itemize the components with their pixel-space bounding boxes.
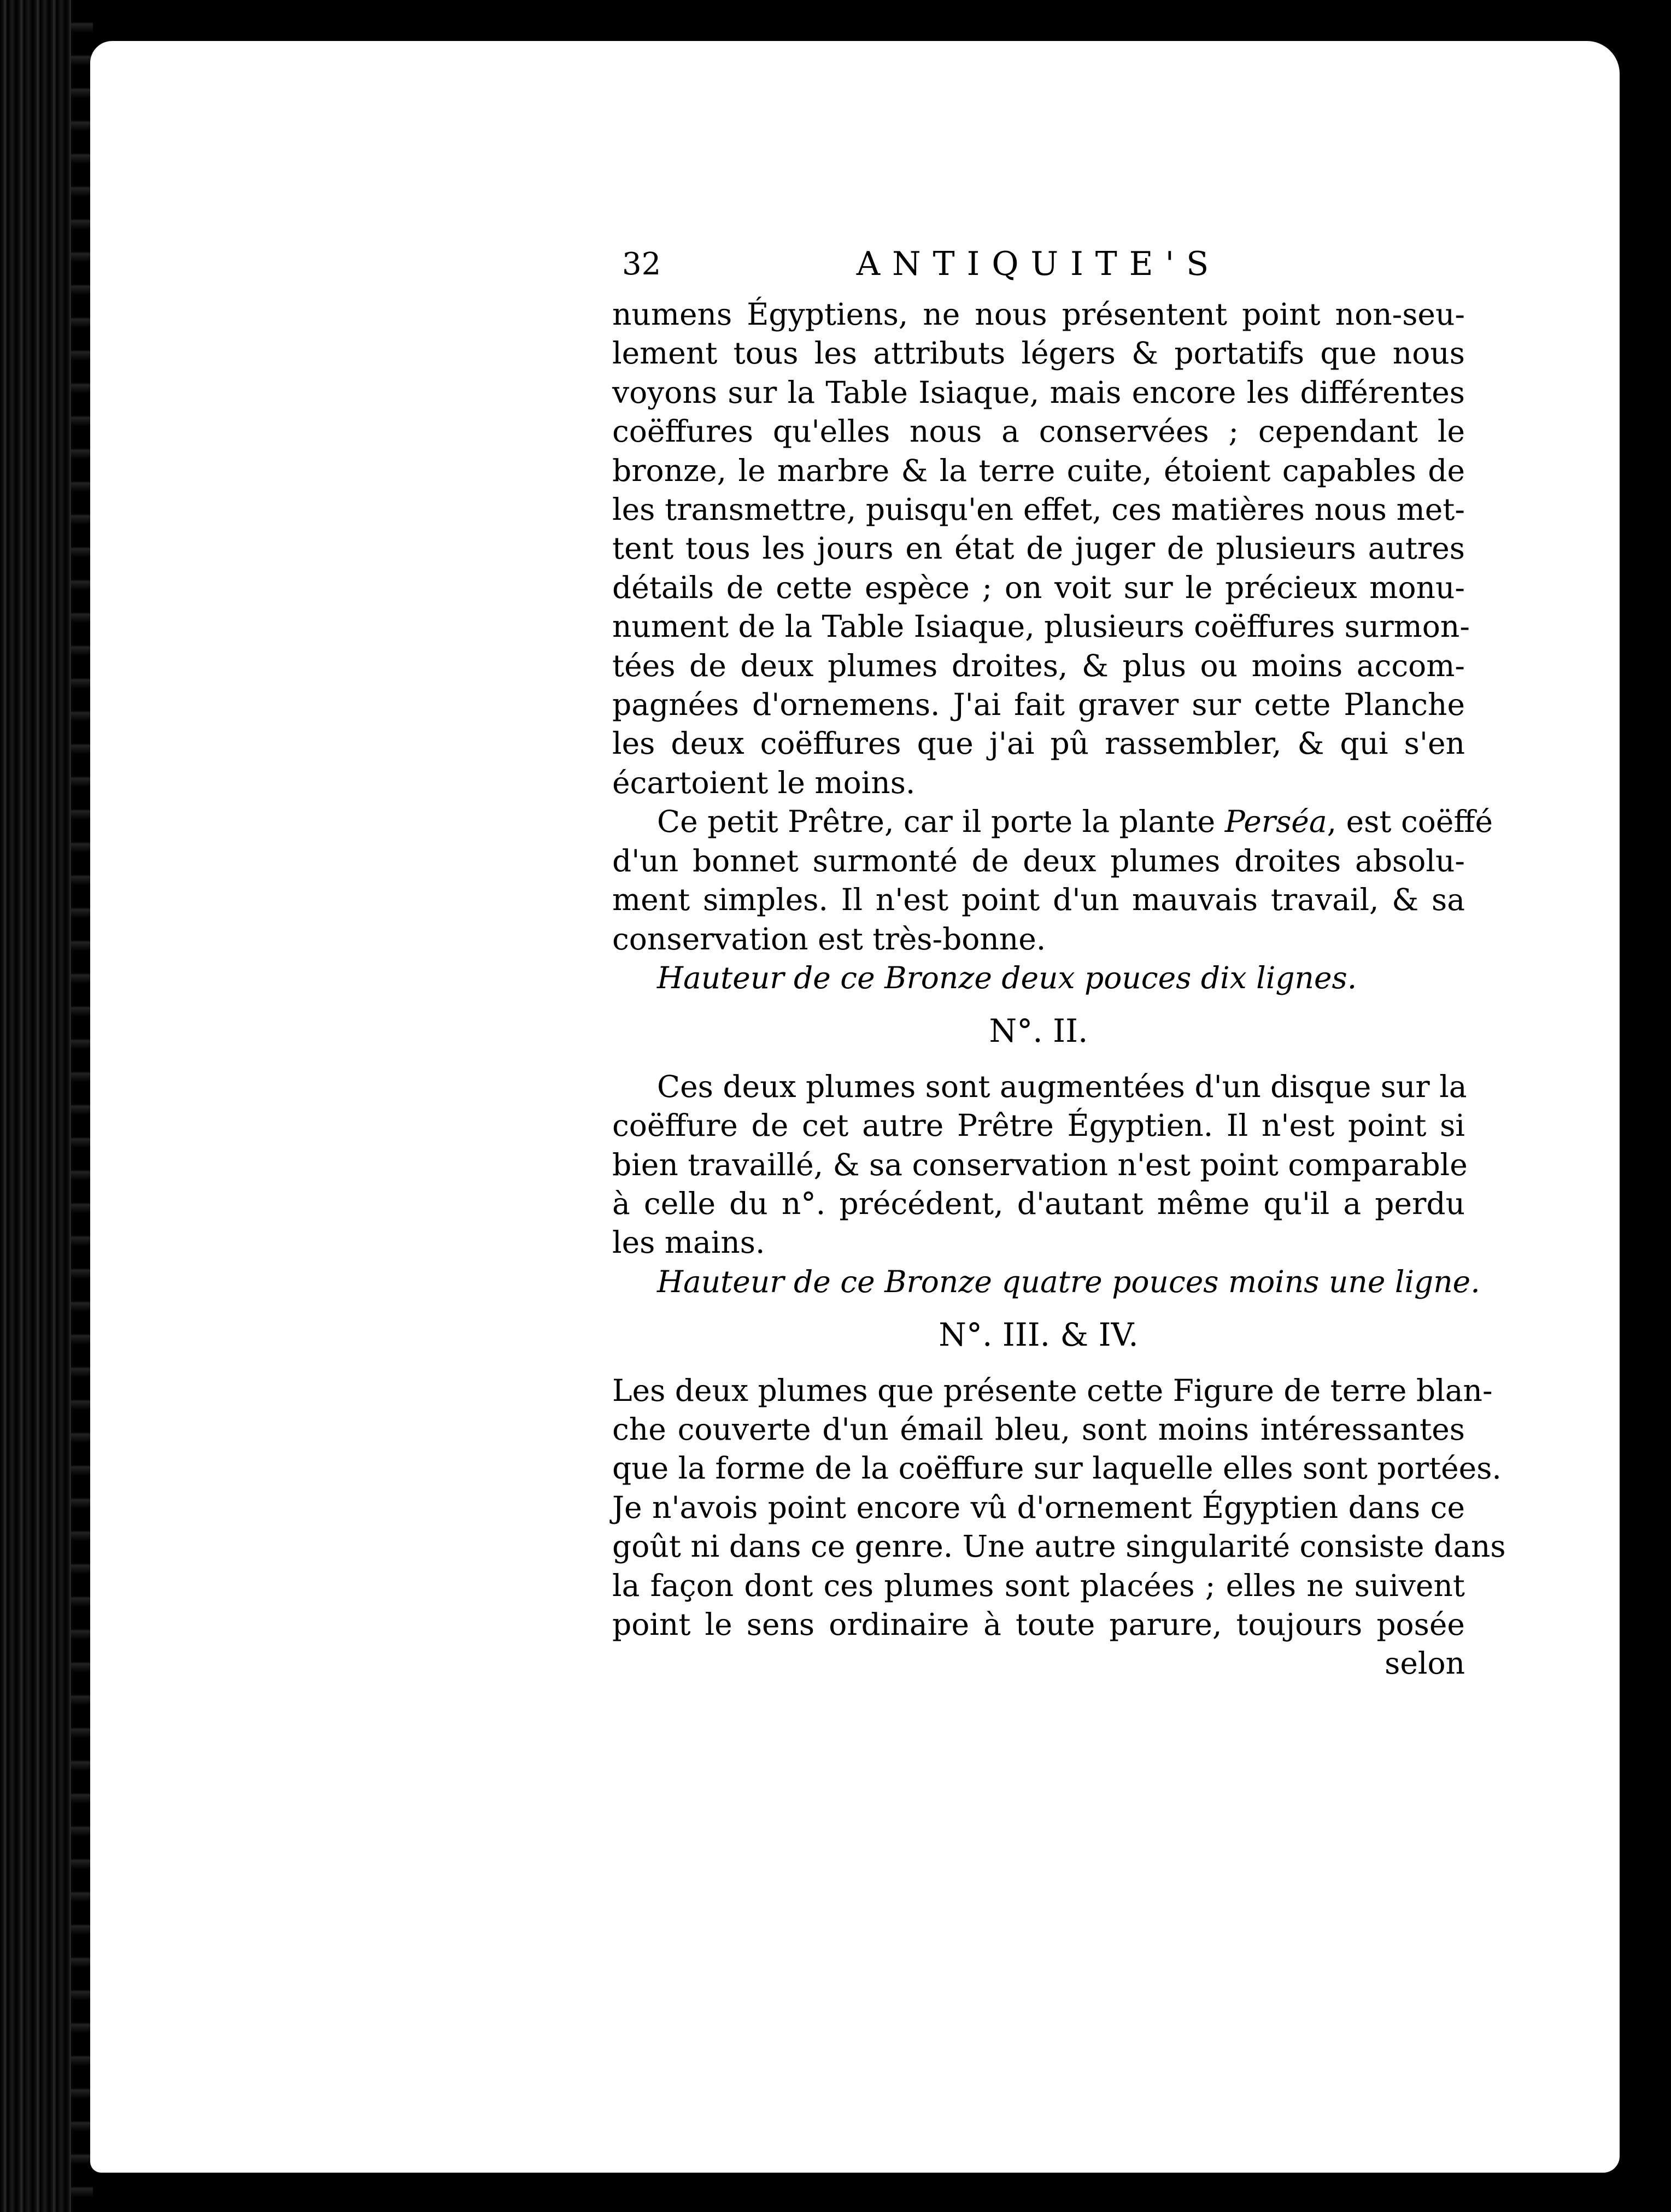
catchword: selon: [1385, 1646, 1465, 1681]
text-line: [612, 802, 1493, 841]
paragraph-3: [612, 1067, 1480, 1301]
measurement-note: Hauteur de ce Bronze quatre pouces moins une ligne.: [657, 1264, 1480, 1299]
paragraph-1: [612, 295, 1470, 802]
text-line: goût ni dans ce genre. Une autre singularité consiste dans: [612, 1529, 1506, 1564]
text-run: Ce petit Prêtre, car il porte la plante: [657, 804, 1225, 840]
text-line: écartoient le moins.: [612, 765, 916, 800]
running-title: ANTIQUITE'S: [856, 245, 1221, 283]
text-line: Ces deux plumes sont augmentées d'un disque sur la: [657, 1069, 1467, 1104]
text-line: la façon dont ces plumes sont placées ; elles ne suivent: [612, 1568, 1465, 1603]
text-line: pagnées d'ornemens. J'ai fait graver sur cette Planche: [612, 687, 1465, 723]
text-line: les transmettre, puisqu'en effet, ces matières nous met-: [612, 492, 1465, 527]
text-line: tées de deux plumes droites, & plus ou moins accom-: [612, 648, 1465, 683]
paragraph-2: [612, 802, 1493, 998]
text-line: coëffures qu'elles nous a conservées ; cependant le: [612, 414, 1465, 449]
text-line: Les deux plumes que présente cette Figure de terre blan-: [612, 1372, 1493, 1408]
text-line: les deux coëffures que j'ai pû rassembler, & qui s'en: [612, 726, 1465, 761]
text-line: conservation est très-bonne.: [612, 921, 1046, 957]
text-line: voyons sur la Table Isiaque, mais encore les différentes: [612, 374, 1465, 410]
text-line: détails de cette espèce ; on voit sur le précieux monu-: [612, 570, 1465, 605]
text-line: coëffure de cet autre Prêtre Égyptien. Il n'est point si: [612, 1108, 1465, 1143]
text-line: bronze, le marbre & la terre cuite, étoient capables de: [612, 453, 1465, 488]
text-line: che couverte d'un émail bleu, sont moins intéressantes: [612, 1411, 1465, 1447]
text-line: lement tous les attributs légers & portatifs que nous: [612, 336, 1465, 371]
text-line: Je n'avois point encore vû d'ornement Égyptien dans ce: [612, 1489, 1465, 1525]
text-line: nument de la Table Isiaque, plusieurs coëffures surmon-: [612, 609, 1470, 644]
text-line: numens Égyptiens, ne nous présentent point non-seu-: [612, 297, 1465, 332]
page-number: 32: [622, 247, 661, 282]
plant-name: Perséa: [1224, 804, 1327, 840]
text-line: les mains.: [612, 1225, 765, 1260]
book-spine-shadow: [0, 0, 93, 2212]
text-line: ment simples. Il n'est point d'un mauvais travail, & sa: [612, 882, 1465, 918]
text-line: bien travaillé, & sa conservation n'est point comparable: [612, 1147, 1468, 1182]
text-run: , est coëffé: [1327, 804, 1493, 840]
text-line: tent tous les jours en état de juger de plusieurs autres: [612, 531, 1465, 566]
text-line: point le sens ordinaire à toute parure, toujours posée: [612, 1607, 1465, 1642]
page-text: [612, 245, 1506, 1683]
running-head: [612, 245, 1465, 295]
paragraph-4: [612, 1371, 1506, 1683]
section-heading-3: N°. III. & IV.: [939, 1316, 1139, 1354]
text-line: que la forme de la coëffure sur laquelle elles sont portées.: [612, 1451, 1502, 1486]
text-line: d'un bonnet surmonté de deux plumes droites absolu-: [612, 843, 1465, 878]
measurement-note: Hauteur de ce Bronze deux pouces dix lignes.: [657, 960, 1357, 995]
section-heading-2: N°. II.: [989, 1012, 1088, 1050]
text-line: à celle du n°. précédent, d'autant même qu'il a perdu: [612, 1186, 1465, 1221]
